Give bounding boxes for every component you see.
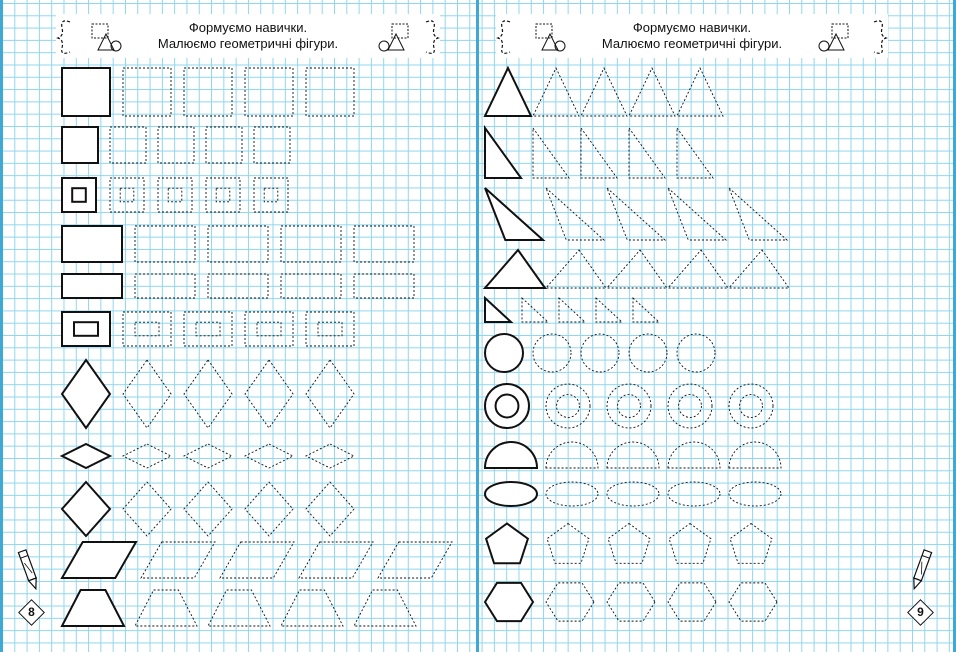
triangle-right-model-shape [485, 128, 521, 178]
trapezoid-trace-shape [208, 590, 270, 626]
rectangle-in-rectangle-trace-shape-inner [318, 322, 342, 336]
ring-trace-shape [607, 384, 651, 428]
rectangle-large-trace-shape [135, 226, 195, 262]
ring-trace-shape [668, 384, 712, 428]
triangle-small-trace-shape [559, 298, 585, 322]
square-large-trace-shape [123, 68, 171, 116]
parallelogram-trace-shape [378, 542, 452, 578]
trapezoid-model-shape [62, 590, 124, 626]
square-medium-trace-shape [206, 127, 242, 163]
rectangle-in-rectangle-trace-shape-inner [257, 322, 281, 336]
square-in-square-trace-shape [206, 178, 240, 212]
triangle-isosceles-trace-shape [533, 68, 579, 116]
triangle-small-trace-shape [596, 298, 622, 322]
triangle-obtuse-trace-shape [729, 188, 787, 240]
rhombus-flat-trace-shape [306, 444, 354, 468]
rhombus-square-trace-shape [245, 482, 293, 536]
hexagon-model-shape [485, 583, 533, 621]
rhombus-square-model-shape [62, 482, 110, 536]
circle-trace-shape [533, 334, 571, 372]
ellipse-trace-shape [546, 482, 598, 506]
semicircle-trace-shape [668, 442, 720, 468]
ellipse-model-shape [485, 482, 537, 506]
square-large-trace-shape [184, 68, 232, 116]
triangle-wide-trace-shape [546, 250, 606, 288]
rectangle-in-rectangle-trace-shape [184, 312, 232, 346]
rectangle-thin-trace-shape [135, 274, 195, 298]
pentagon-trace-shape [669, 524, 711, 564]
square-in-square-trace-shape-inner [120, 188, 134, 202]
triangle-right-trace-shape [677, 128, 713, 178]
page-number: 8 [28, 605, 35, 619]
circle-trace-shape [629, 334, 667, 372]
triangle-obtuse-trace-shape [607, 188, 665, 240]
triangle-right-trace-shape [629, 128, 665, 178]
ring-model-shape-inner [496, 395, 519, 418]
rectangle-in-rectangle-trace-shape-inner [196, 322, 220, 336]
pentagon-trace-shape [608, 524, 650, 564]
hexagon-trace-shape [546, 583, 594, 621]
rhombus-tall-model-shape [62, 360, 110, 428]
pentagon-trace-shape [547, 524, 589, 564]
ring-trace-shape-inner [679, 395, 702, 418]
hexagon-trace-shape [607, 583, 655, 621]
rectangle-thin-model-shape [62, 274, 122, 298]
triangle-isosceles-trace-shape [629, 68, 675, 116]
pentagon-model-shape [486, 524, 528, 564]
rhombus-tall-trace-shape [306, 360, 354, 428]
triangle-wide-trace-shape [607, 250, 667, 288]
square-in-square-trace-shape [110, 178, 144, 212]
triangle-small-trace-shape [522, 298, 548, 322]
ellipse-trace-shape [729, 482, 781, 506]
square-large-model-shape [62, 68, 110, 116]
rhombus-flat-trace-shape [123, 444, 171, 468]
square-in-square-trace-shape-inner [264, 188, 278, 202]
triangle-obtuse-trace-shape [668, 188, 726, 240]
ellipse-trace-shape [607, 482, 659, 506]
square-medium-trace-shape [110, 127, 146, 163]
trapezoid-trace-shape [354, 590, 416, 626]
circle-model-shape [485, 334, 523, 372]
pentagon-trace-shape [730, 524, 772, 564]
triangle-wide-model-shape [485, 250, 545, 288]
rhombus-square-trace-shape [184, 482, 232, 536]
square-medium-model-shape [62, 127, 98, 163]
rhombus-square-trace-shape [306, 482, 354, 536]
rhombus-flat-trace-shape [245, 444, 293, 468]
triangle-isosceles-trace-shape [677, 68, 723, 116]
header-line-2: Малюємо геометричні фігури. [157, 36, 339, 51]
triangle-wide-trace-shape [729, 250, 789, 288]
semicircle-trace-shape [546, 442, 598, 468]
triangle-obtuse-trace-shape [546, 188, 604, 240]
header-line-2: Малюємо геометричні фігури. [601, 36, 783, 51]
square-in-square-trace-shape-inner [168, 188, 182, 202]
rectangle-thin-trace-shape [281, 274, 341, 298]
rectangle-thin-trace-shape [208, 274, 268, 298]
rectangle-in-rectangle-model-shape-inner [74, 322, 98, 336]
triangle-obtuse-model-shape [485, 188, 543, 240]
rhombus-tall-trace-shape [123, 360, 171, 428]
hexagon-trace-shape [729, 583, 777, 621]
triangle-small-trace-shape [633, 298, 659, 322]
semicircle-trace-shape [729, 442, 781, 468]
ring-trace-shape-inner [618, 395, 641, 418]
rectangle-in-rectangle-trace-shape [245, 312, 293, 346]
semicircle-model-shape [485, 442, 537, 468]
rhombus-tall-trace-shape [245, 360, 293, 428]
ellipse-trace-shape [668, 482, 720, 506]
parallelogram-trace-shape [299, 542, 373, 578]
triangle-right-trace-shape [581, 128, 617, 178]
rhombus-square-trace-shape [123, 482, 171, 536]
ring-trace-shape [546, 384, 590, 428]
square-large-trace-shape [245, 68, 293, 116]
square-medium-trace-shape [158, 127, 194, 163]
ring-trace-shape [729, 384, 773, 428]
page-number: 9 [917, 605, 924, 619]
triangle-wide-trace-shape [668, 250, 728, 288]
trapezoid-trace-shape [135, 590, 197, 626]
square-in-square-trace-shape [254, 178, 288, 212]
triangle-small-model-shape [485, 298, 511, 322]
rectangle-in-rectangle-trace-shape-inner [135, 322, 159, 336]
rectangle-large-trace-shape [281, 226, 341, 262]
rectangle-large-trace-shape [354, 226, 414, 262]
parallelogram-model-shape [62, 542, 136, 578]
hexagon-trace-shape [668, 583, 716, 621]
square-in-square-model-shape-inner [72, 188, 86, 202]
square-in-square-trace-shape-inner [216, 188, 230, 202]
square-in-square-trace-shape [158, 178, 192, 212]
triangle-isosceles-model-shape [485, 68, 531, 116]
rectangle-in-rectangle-trace-shape [123, 312, 171, 346]
header-line-1: Формуємо навички. [632, 20, 752, 35]
header-line-1: Формуємо навички. [188, 20, 308, 35]
rectangle-in-rectangle-trace-shape [306, 312, 354, 346]
parallelogram-trace-shape [141, 542, 215, 578]
ring-trace-shape-inner [557, 395, 580, 418]
semicircle-trace-shape [607, 442, 659, 468]
trapezoid-trace-shape [281, 590, 343, 626]
rhombus-flat-model-shape [62, 444, 110, 468]
square-medium-trace-shape [254, 127, 290, 163]
ring-trace-shape-inner [740, 395, 763, 418]
circle-trace-shape [581, 334, 619, 372]
rectangle-large-model-shape [62, 226, 122, 262]
circle-trace-shape [677, 334, 715, 372]
rhombus-flat-trace-shape [184, 444, 232, 468]
triangle-isosceles-trace-shape [581, 68, 627, 116]
rectangle-thin-trace-shape [354, 274, 414, 298]
parallelogram-trace-shape [220, 542, 294, 578]
triangle-right-trace-shape [533, 128, 569, 178]
rhombus-tall-trace-shape [184, 360, 232, 428]
square-large-trace-shape [306, 68, 354, 116]
rectangle-large-trace-shape [208, 226, 268, 262]
